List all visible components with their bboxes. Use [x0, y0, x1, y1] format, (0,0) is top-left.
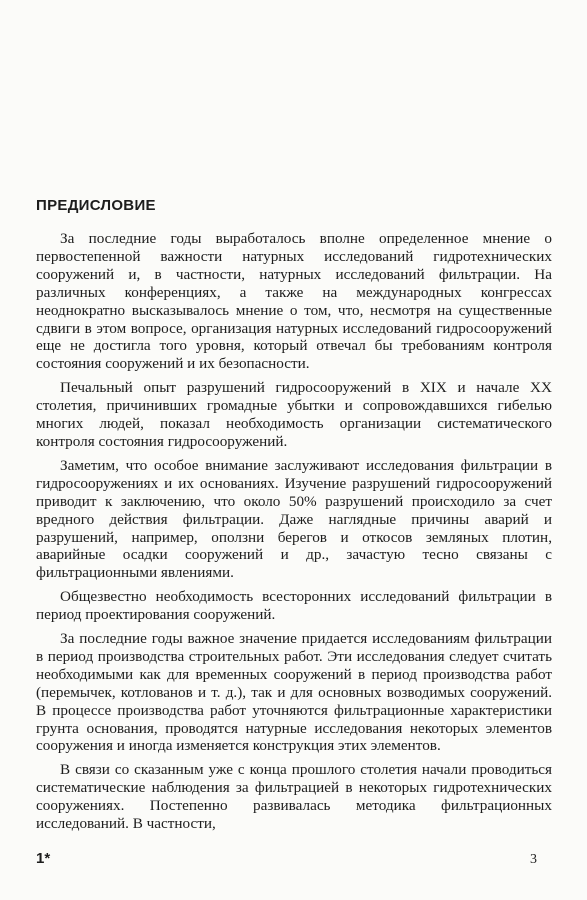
section-heading: ПРЕДИСЛОВИЕ	[36, 197, 156, 214]
paragraph-5: За последние годы важное значение придается исследованиям фильтрации в период производства строительных работ. Эти исследования следует считать необходимыми как для временных сооружений в период производства работ (перемычек, котлованов и т. д.), так и для основных возводимых сооружений. В процессе производства работ уточняются фильтрационные характеристики грунта основания, проводятся натурные исследования некоторых элементов сооружения и иногда изменяется конструкция этих элементов.	[36, 630, 552, 755]
paragraph-4: Общезвестно необходимость всесторонних исследований фильтрации в период проектирования сооружений.	[36, 588, 552, 624]
page-number: 3	[530, 852, 537, 867]
paragraph-3: Заметим, что особое внимание заслуживают исследования фильтрации в гидросооружениях и их основаниях. Изучение разрушений гидросооружений приводит к заключению, что около 50% разрушений происходило за счет вредного действия фильтрации. Даже наглядные причины аварий и разрушений, например, оползни берегов и откосов земляных плотин, аварийные осадки сооружений и др., зачастую тесно связаны с фильтрационными явлениями.	[36, 456, 552, 582]
signature-mark: 1*	[36, 850, 51, 867]
paragraph-6: В связи со сказанным уже с конца прошлого столетия начали проводиться систематические наблюдения за фильтрацией в некоторых гидротехнических сооружениях. Постепенно развивалась методика фильтрационных исследований. В частности,	[36, 761, 552, 833]
paragraph-2: Печальный опыт разрушений гидросооружений в XIX и начале XX столетия, причинивших громадные убытки и сопровождавшихся гибелью многих людей, показал необходимость организации систематического контроля состояния гидросооружений.	[36, 379, 552, 450]
paragraph-1: За последние годы выработалось вполне определенное мнение о первостепенной важности натурных исследований гидротехнических сооружений и, в частности, натурных исследований фильтрации. На различных конференциях, а также на международных конгрессах неоднократно высказывалось мнение о том, что, несмотря на существенные сдвиги в этом вопросе, организация натурных исследований гидросооружений еще не достигла того уровня, который отвечал бы требованиям контроля состояния сооружений и их безопасности.	[36, 230, 552, 373]
page-body	[36, 196, 552, 839]
